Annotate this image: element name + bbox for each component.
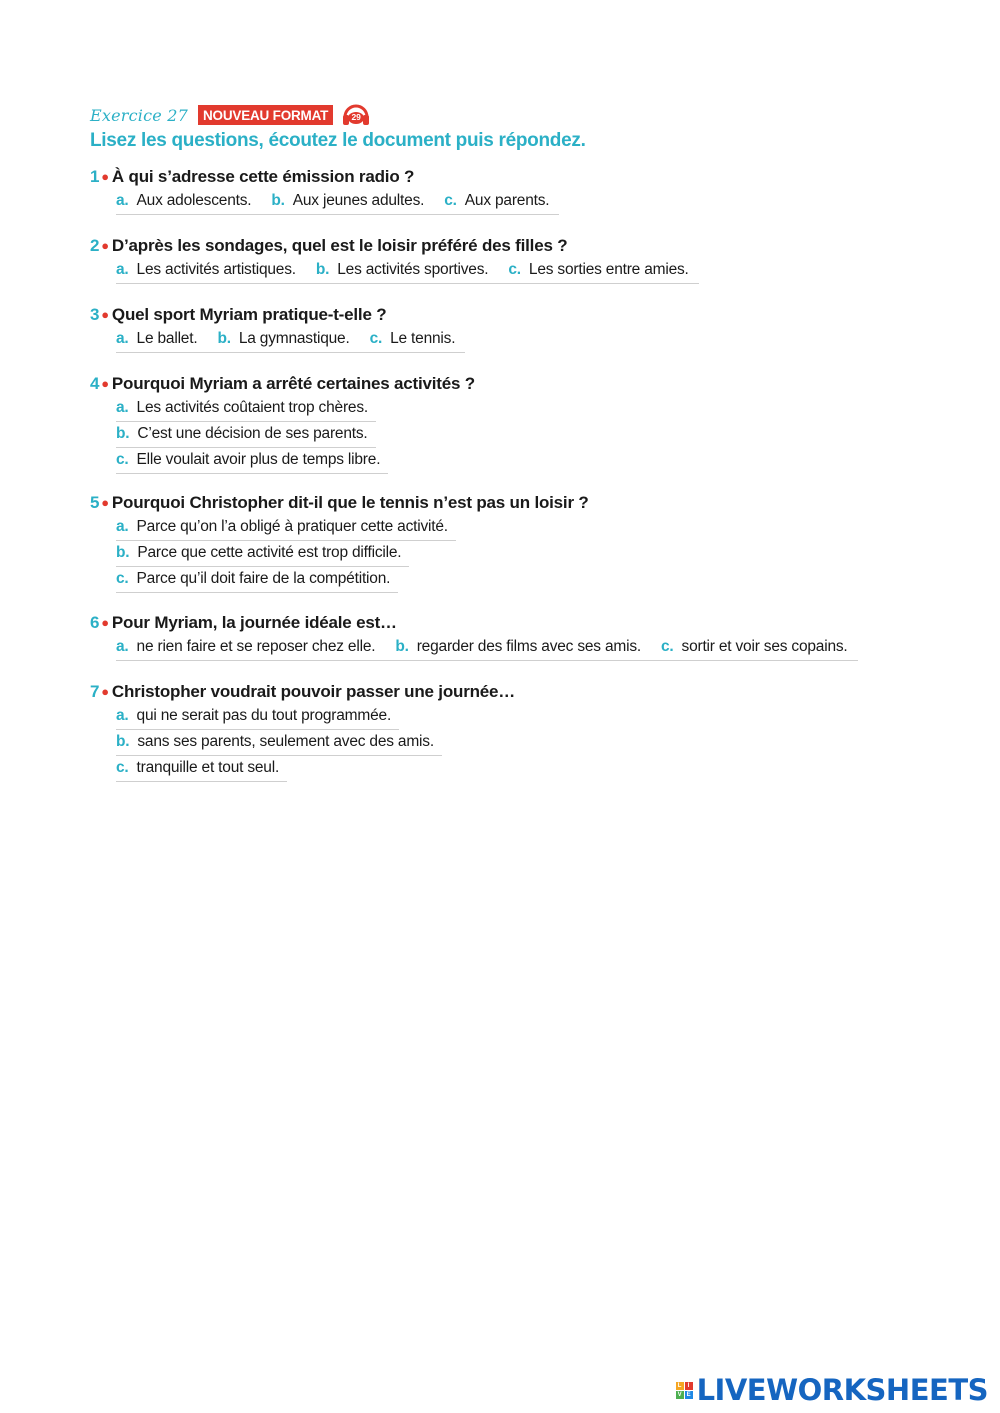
option-letter: b.	[315, 261, 330, 278]
question-number: 6	[90, 613, 100, 632]
question-text: Pour Myriam, la journée idéale est…	[111, 613, 397, 632]
option-b[interactable]	[217, 328, 349, 349]
option-text: Elle voulait avoir plus de temps libre.	[136, 451, 381, 468]
option-letter: b.	[116, 544, 130, 561]
logo-letter: L	[676, 1382, 684, 1390]
bullet-dot-icon: ●	[101, 495, 109, 510]
option-b[interactable]	[116, 731, 442, 756]
option-letter: c.	[116, 570, 129, 587]
option-text: Les activités coûtaient trop chères.	[136, 399, 368, 416]
options-row	[116, 190, 559, 215]
question-5	[90, 491, 589, 594]
question-7	[90, 680, 515, 783]
option-text: Parce qu’on l’a obligé à pratiquer cette activité.	[136, 518, 448, 535]
option-b[interactable]	[116, 542, 409, 567]
option-text: sortir et voir ses copains.	[681, 638, 848, 655]
option-letter: c.	[508, 261, 521, 278]
option-b[interactable]	[116, 423, 376, 448]
option-b[interactable]	[271, 190, 424, 211]
option-c[interactable]	[116, 568, 398, 593]
option-a[interactable]	[116, 190, 251, 211]
exercise-header	[90, 100, 371, 130]
option-letter: c.	[444, 192, 457, 209]
option-b[interactable]	[316, 259, 489, 280]
option-text: ne rien faire et se reposer chez elle.	[136, 638, 376, 655]
exercise-label: Exercice 27	[90, 105, 188, 125]
question-text: À qui s’adresse cette émission radio ?	[111, 167, 415, 186]
option-letter: c.	[660, 638, 674, 655]
option-text: regarder des films avec ses amis.	[416, 638, 641, 655]
question-number: 5	[90, 493, 100, 512]
question-number: 1	[90, 167, 100, 186]
option-letter: c.	[369, 330, 383, 347]
option-letter: a.	[116, 638, 129, 655]
option-b[interactable]	[395, 636, 641, 657]
option-text: Parce que cette activité est trop difficile.	[137, 544, 402, 561]
option-text: Les activités artistiques.	[136, 261, 296, 278]
question-text: Pourquoi Christopher dit-il que le tennis n’est pas un loisir ?	[111, 493, 589, 512]
brand-name: LIVEWORKSHEETS	[696, 1373, 988, 1407]
option-c[interactable]	[508, 259, 688, 280]
option-a[interactable]	[116, 705, 399, 730]
question-6	[90, 611, 858, 661]
option-text: Aux parents.	[464, 192, 550, 209]
bullet-dot-icon: ●	[101, 238, 109, 253]
option-a[interactable]	[116, 397, 376, 422]
logo-grid-icon	[676, 1382, 693, 1399]
options-row	[116, 636, 858, 661]
option-text: Le tennis.	[390, 330, 456, 347]
option-a[interactable]	[116, 636, 375, 657]
options-row	[116, 259, 699, 284]
option-c[interactable]	[661, 636, 848, 657]
option-text: Parce qu’il doit faire de la compétition.	[136, 570, 391, 587]
option-text: Le ballet.	[136, 330, 198, 347]
option-letter: a.	[116, 707, 129, 724]
option-text: La gymnastique.	[238, 330, 350, 347]
question-text: D’après les sondages, quel est le loisir préféré des filles ?	[111, 236, 568, 255]
option-c[interactable]	[116, 449, 388, 474]
option-letter: c.	[116, 759, 129, 776]
option-letter: b.	[395, 638, 409, 655]
option-a[interactable]	[116, 328, 197, 349]
instruction: Lisez les questions, écoutez le document puis répondez.	[90, 130, 586, 151]
options-row	[116, 328, 465, 353]
option-letter: a.	[116, 518, 129, 535]
option-a[interactable]	[116, 516, 456, 541]
logo-letter: E	[686, 1391, 691, 1398]
options-list	[116, 397, 475, 474]
logo-letter: V	[677, 1391, 682, 1398]
option-text: Les sorties entre amies.	[528, 261, 689, 278]
question-number: 7	[90, 682, 100, 701]
option-letter: a.	[116, 330, 129, 347]
option-c[interactable]	[370, 328, 456, 349]
option-text: Les activités sportives.	[337, 261, 489, 278]
liveworksheets-logo[interactable]	[676, 1373, 988, 1407]
bullet-dot-icon: ●	[101, 376, 109, 391]
bullet-dot-icon: ●	[101, 615, 109, 630]
option-letter: b.	[271, 192, 285, 209]
option-letter: a.	[116, 399, 129, 416]
option-text: tranquille et tout seul.	[136, 759, 280, 776]
question-text: Christopher voudrait pouvoir passer une journée…	[111, 682, 516, 701]
options-list	[116, 516, 589, 593]
option-letter: b.	[116, 425, 130, 442]
options-list	[116, 705, 515, 782]
question-3	[90, 303, 465, 353]
bullet-dot-icon: ●	[101, 169, 109, 184]
format-badge: NOUVEAU FORMAT	[198, 105, 333, 125]
option-text: sans ses parents, seulement avec des amis.	[137, 733, 434, 750]
option-letter: c.	[116, 451, 129, 468]
option-letter: a.	[116, 192, 129, 209]
question-number: 4	[90, 374, 100, 393]
question-4	[90, 372, 475, 475]
question-text: Pourquoi Myriam a arrêté certaines activités ?	[111, 374, 475, 393]
option-c[interactable]	[116, 757, 287, 782]
option-text: Aux adolescents.	[136, 192, 252, 209]
option-c[interactable]	[444, 190, 549, 211]
logo-letter: I	[685, 1382, 693, 1390]
option-letter: b.	[217, 330, 231, 347]
option-text: Aux jeunes adultes.	[292, 192, 425, 209]
option-letter: a.	[116, 261, 129, 278]
option-letter: b.	[116, 733, 130, 750]
option-text: C’est une décision de ses parents.	[137, 425, 368, 442]
question-text: Quel sport Myriam pratique-t-elle ?	[111, 305, 387, 324]
headphones-icon	[341, 102, 371, 128]
question-number: 2	[90, 236, 100, 255]
question-number: 3	[90, 305, 100, 324]
audio-track-number: 29	[351, 112, 361, 122]
option-a[interactable]	[116, 259, 296, 280]
bullet-dot-icon: ●	[101, 684, 109, 699]
bullet-dot-icon: ●	[101, 307, 109, 322]
option-text: qui ne serait pas du tout programmée.	[136, 707, 392, 724]
question-2	[90, 234, 699, 284]
question-1	[90, 165, 559, 215]
